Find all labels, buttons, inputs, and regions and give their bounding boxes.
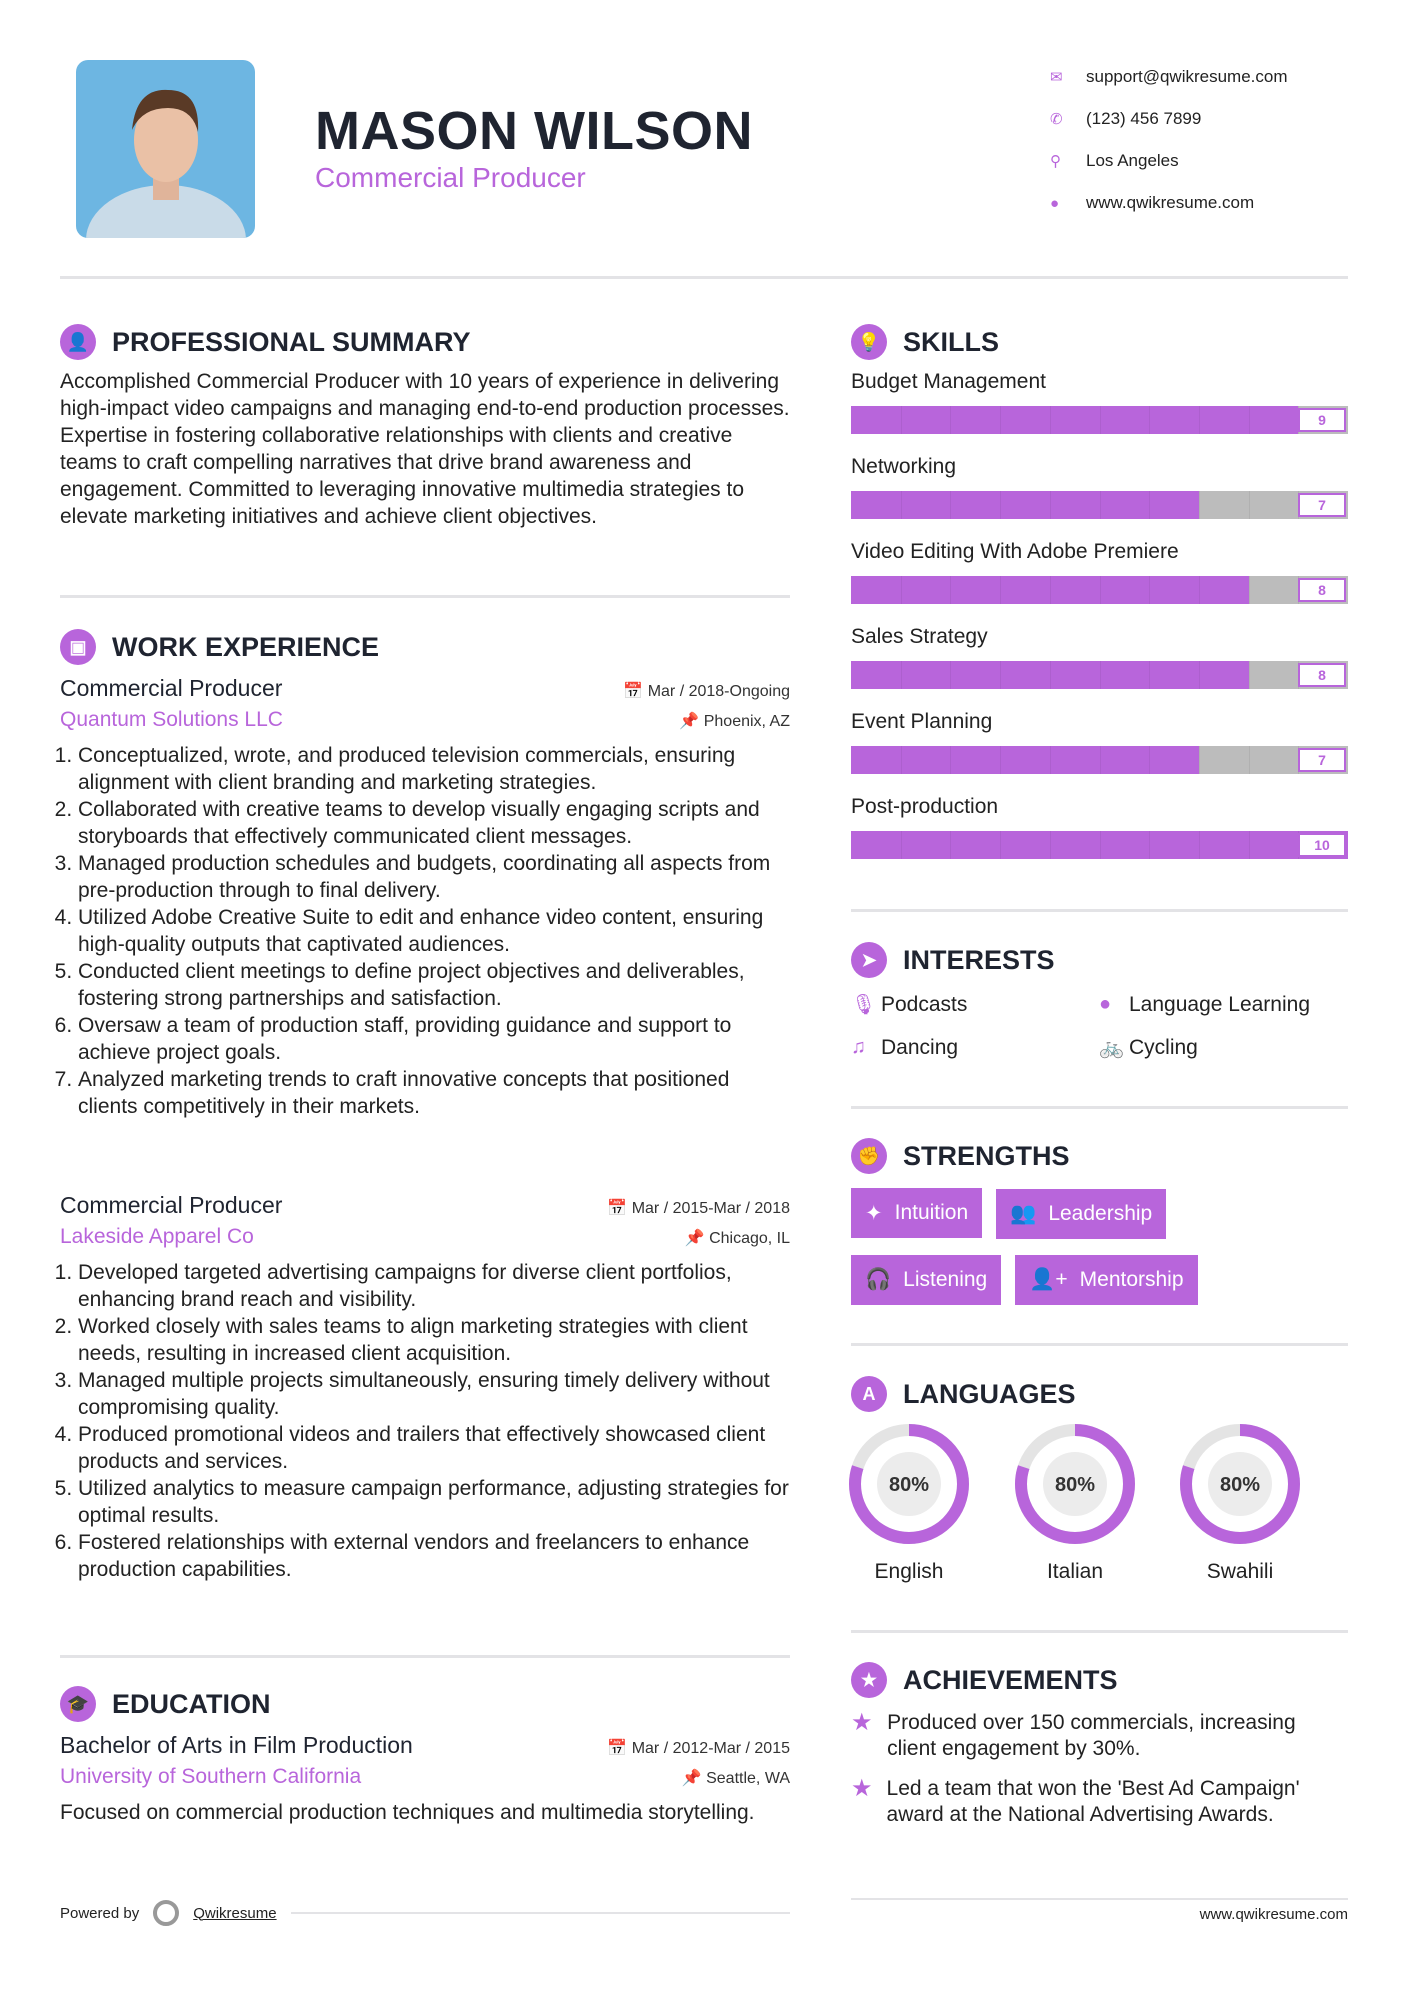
divider	[851, 1343, 1348, 1346]
bar-segment	[1249, 406, 1250, 434]
edu-dates: 📅 Mar / 2012-Mar / 2015	[607, 1740, 790, 1757]
bar-segment	[950, 406, 951, 434]
bullet: 1. Conceptualized, wrote, and produced television commercials, ensuring alignment with client branding and marketing strategies.	[78, 742, 790, 796]
interest-label: Dancing	[881, 1035, 959, 1059]
education-heading	[60, 1686, 790, 1722]
tag-label: Listening	[903, 1267, 988, 1291]
skill-level: 8	[1298, 578, 1346, 602]
powered-by	[60, 1900, 790, 1926]
strengths-heading	[851, 1138, 1348, 1174]
qwikresume-link[interactable]: Qwikresume	[193, 1904, 277, 1922]
achievement-text: Produced over 150 commercials, increasing client engagement by 30%.	[887, 1711, 1296, 1760]
language-item	[1170, 1422, 1310, 1584]
heading-text: STRENGTHS	[903, 1140, 1070, 1171]
bar-segment	[1199, 746, 1200, 774]
skill-bar	[851, 576, 1348, 604]
heading-text: WORK EXPERIENCE	[112, 631, 380, 662]
bar-segment	[901, 406, 902, 434]
bullet: 3. Managed production schedules and budgets, coordinating all aspects from pre-production through to final delivery.	[78, 850, 790, 904]
bar-segment	[1100, 406, 1101, 434]
language-name: Swahili	[1206, 1560, 1274, 1583]
header-divider	[60, 276, 1348, 279]
skill-label: Budget Management	[851, 370, 1046, 393]
star-icon: ★	[851, 1775, 873, 1802]
heading-text: INTERESTS	[903, 944, 1055, 975]
heading-text: LANGUAGES	[903, 1378, 1076, 1409]
strengths-section	[851, 1138, 1348, 1305]
bullet: 2. Worked closely with sales teams to align marketing strategies with client needs, resulting in increased client acquisition.	[78, 1313, 790, 1367]
education-section	[60, 1686, 790, 1826]
contact-location	[1050, 140, 1288, 182]
bar-segment	[950, 746, 951, 774]
footer-divider	[851, 1898, 1348, 1900]
bar-segment	[1199, 661, 1200, 689]
bar-segment	[901, 491, 902, 519]
user-plus-icon: 👤+	[1029, 1267, 1068, 1291]
strength-tag	[1015, 1255, 1197, 1305]
bullet: 7. Analyzed marketing trends to craft innovative concepts that positioned clients competitively in their markets.	[78, 1066, 790, 1120]
bar-segment	[1149, 746, 1150, 774]
skill-level: 8	[1298, 663, 1346, 687]
footer-divider	[291, 1912, 790, 1914]
bullet: 6. Oversaw a team of production staff, providing guidance and support to achieve project goals.	[78, 1012, 790, 1066]
language-percent: 80%	[1054, 1474, 1096, 1496]
location-text: Seattle, WA	[706, 1770, 790, 1787]
divider	[60, 595, 790, 598]
interest-label: Language Learning	[1129, 992, 1311, 1016]
briefcase-icon: ▣	[60, 629, 96, 665]
bar-segment	[1149, 406, 1150, 434]
candidate-name: MASON WILSON	[315, 101, 753, 161]
interest-item	[1099, 1035, 1348, 1060]
users-icon: 👥	[1010, 1201, 1037, 1225]
location-text: Phoenix, AZ	[703, 713, 790, 730]
skill-bar-fill	[851, 406, 1298, 434]
achievements-section	[851, 1662, 1348, 1842]
language-icon: A	[851, 1376, 887, 1412]
skill-label: Video Editing With Adobe Premiere	[851, 540, 1179, 563]
skill-label: Event Planning	[851, 710, 993, 733]
bar-segment	[1149, 661, 1150, 689]
skills-heading	[851, 324, 1348, 360]
bar-segment	[1000, 406, 1001, 434]
skill-bar	[851, 831, 1348, 859]
qwikresume-logo-icon	[153, 1900, 179, 1926]
contact-text: support@qwikresume.com	[1086, 67, 1288, 86]
music-icon: ♫	[851, 1036, 866, 1058]
summary-heading	[60, 324, 790, 360]
bar-segment	[1100, 576, 1101, 604]
star-icon: ★	[851, 1709, 873, 1736]
skill-label: Post-production	[851, 795, 999, 818]
graduation-cap-icon: 🎓	[60, 1686, 96, 1722]
language-percent: 80%	[1219, 1474, 1261, 1496]
bar-segment	[901, 661, 902, 689]
bar-segment	[1100, 491, 1101, 519]
bar-segment	[1000, 831, 1001, 859]
bullet: 4. Utilized Adobe Creative Suite to edit and enhance video content, ensuring high-quality outputs that captivated audiences.	[78, 904, 790, 958]
bar-segment	[1050, 661, 1051, 689]
phone-icon: ✆	[1050, 111, 1063, 128]
interests-heading	[851, 942, 1348, 978]
strength-tag	[851, 1255, 1001, 1305]
job-dates: 📅 Mar / 2015-Mar / 2018	[607, 1200, 790, 1217]
tag-label: Intuition	[894, 1201, 969, 1224]
bullet: 3. Managed multiple projects simultaneously, ensuring timely delivery without compromising quality.	[78, 1367, 790, 1421]
experience-section	[60, 629, 790, 1120]
bar-segment	[1100, 746, 1101, 774]
bar-segment	[1050, 746, 1051, 774]
language-ring	[847, 1422, 971, 1546]
bar-segment	[1149, 491, 1150, 519]
envelope-icon: ✉	[1050, 69, 1063, 86]
powered-label: Powered by	[60, 1904, 140, 1922]
dates-text: Mar / 2018-Ongoing	[647, 683, 790, 700]
skill-label: Sales Strategy	[851, 625, 988, 648]
bar-segment	[1050, 831, 1051, 859]
user-icon: 👤	[60, 324, 96, 360]
candidate-title: Commercial Producer	[315, 162, 586, 193]
lightbulb-icon: 💡	[851, 324, 887, 360]
bar-segment	[1249, 576, 1250, 604]
edu-location: 📌 Seattle, WA	[681, 1770, 790, 1787]
education-text: Focused on commercial production techniques and multimedia storytelling.	[60, 1801, 755, 1824]
profile-photo	[76, 60, 255, 238]
bar-segment	[950, 831, 951, 859]
bullet: 1. Developed targeted advertising campaigns for diverse client portfolios, enhancing brand reach and visibility.	[78, 1259, 790, 1313]
heading-text: EDUCATION	[112, 1688, 271, 1719]
bullet: 5. Conducted client meetings to define project objectives and deliverables, fostering strong partnerships and satisfaction.	[78, 958, 790, 1012]
globe-icon: ●	[1099, 993, 1112, 1015]
divider	[60, 1655, 790, 1658]
bar-segment	[1199, 831, 1200, 859]
bar-segment	[950, 576, 951, 604]
job-title: Commercial Producer	[60, 675, 283, 701]
skill-bar-fill	[851, 746, 1199, 774]
school-name: University of Southern California	[60, 1765, 362, 1788]
bar-segment	[1249, 831, 1250, 859]
bullet: 4. Produced promotional videos and trailers that effectively showcased client products and services.	[78, 1421, 790, 1475]
degree: Bachelor of Arts in Film Production	[60, 1732, 413, 1758]
star-badge-icon: ★	[851, 1662, 887, 1698]
footer-url[interactable]: www.qwikresume.com	[1199, 1906, 1348, 1923]
tag-label: Mentorship	[1079, 1267, 1184, 1291]
job-title: Commercial Producer	[60, 1192, 283, 1218]
interest-label: Cycling	[1129, 1035, 1198, 1059]
strength-tag	[996, 1189, 1166, 1239]
achievement-item	[851, 1710, 1348, 1762]
interest-label: Podcasts	[881, 992, 968, 1016]
skill-level: 10	[1298, 833, 1346, 857]
bar-segment	[1100, 661, 1101, 689]
job-location: 📌 Phoenix, AZ	[679, 713, 790, 730]
bullet: 5. Utilized analytics to measure campaign performance, adjusting strategies for optimal results.	[78, 1475, 790, 1529]
achievements-heading	[851, 1662, 1348, 1698]
skill-bar	[851, 746, 1348, 774]
skill-bar-fill	[851, 491, 1199, 519]
dates-text: Mar / 2012-Mar / 2015	[631, 1740, 790, 1757]
divider	[851, 1106, 1348, 1109]
magic-wand-icon: ✦	[865, 1201, 883, 1225]
bar-segment	[1000, 661, 1001, 689]
contact-email[interactable]	[1050, 56, 1288, 98]
bar-segment	[1249, 491, 1250, 519]
heading-text: SKILLS	[903, 326, 1000, 357]
bar-segment	[1199, 406, 1200, 434]
fist-icon: ✊	[851, 1138, 887, 1174]
contact-text: www.qwikresume.com	[1086, 193, 1255, 212]
job-dates: 📅 Mar / 2018-Ongoing	[623, 683, 790, 700]
divider	[851, 1630, 1348, 1633]
job-entry	[60, 1192, 790, 1583]
skill-label: Networking	[851, 455, 957, 478]
bullet: 6. Fostered relationships with external vendors and freelancers to enhance production capabilities.	[78, 1529, 790, 1583]
interest-item	[1099, 992, 1348, 1017]
skill-level: 9	[1298, 408, 1346, 432]
language-name: English	[874, 1560, 944, 1583]
achievement-text: Led a team that won the 'Best Ad Campaign' award at the National Advertising Awards.	[886, 1777, 1300, 1826]
strength-tag	[851, 1188, 982, 1238]
bar-segment	[1100, 831, 1101, 859]
bar-segment	[1199, 576, 1200, 604]
bullet: 2. Collaborated with creative teams to develop visually engaging scripts and storyboards that effectively communicated client messages.	[78, 796, 790, 850]
bar-segment	[950, 491, 951, 519]
heading-text: ACHIEVEMENTS	[903, 1664, 1118, 1695]
skill-level: 7	[1298, 493, 1346, 517]
contact-website[interactable]	[1050, 182, 1288, 224]
language-name: Italian	[1046, 1560, 1104, 1583]
interest-item	[851, 992, 1099, 1017]
map-pin-icon: ⚲	[1050, 153, 1061, 170]
job-entry	[60, 675, 790, 1120]
bar-segment	[1050, 406, 1051, 434]
contact-phone[interactable]	[1050, 98, 1288, 140]
language-item	[1005, 1422, 1145, 1584]
bar-segment	[1149, 831, 1150, 859]
headphones-icon: 🎧	[865, 1267, 892, 1291]
job-bullets	[60, 1259, 790, 1583]
bar-segment	[1050, 491, 1051, 519]
bar-segment	[1000, 746, 1001, 774]
skill-bar	[851, 406, 1348, 434]
summary-section	[60, 324, 790, 530]
company-name: Quantum Solutions LLC	[60, 708, 283, 731]
contact-text: Los Angeles	[1086, 151, 1179, 170]
interests-section	[851, 942, 1348, 1060]
skill-bar	[851, 491, 1348, 519]
experience-heading	[60, 629, 790, 665]
language-percent: 80%	[888, 1474, 930, 1496]
bar-segment	[901, 746, 902, 774]
location-text: Chicago, IL	[709, 1230, 790, 1247]
bar-segment	[1149, 576, 1150, 604]
bar-segment	[1249, 661, 1250, 689]
summary-text: Accomplished Commercial Producer with 10 years of experience in delivering high-impact video campaigns and managing end-to-end production processes. Expertise in fostering collaborative relationships with clients and creative teams to craft compelling narratives that drive brand awareness and engagement. Committed to leveraging innovative multimedia strategies to elevate marketing initiatives and achieve client objectives.	[60, 370, 790, 528]
bar-segment	[1000, 491, 1001, 519]
globe-icon: ●	[1050, 194, 1060, 212]
achievement-item	[851, 1776, 1348, 1828]
bar-segment	[901, 831, 902, 859]
bar-segment	[1249, 746, 1250, 774]
dates-text: Mar / 2015-Mar / 2018	[631, 1200, 790, 1217]
language-ring	[1178, 1422, 1302, 1546]
language-item	[839, 1422, 979, 1584]
skill-level: 7	[1298, 748, 1346, 772]
languages-heading	[851, 1376, 1348, 1412]
contact-text: (123) 456 7899	[1086, 109, 1202, 128]
job-location: 📌 Chicago, IL	[684, 1230, 790, 1247]
bar-segment	[1000, 576, 1001, 604]
skills-section	[851, 324, 1348, 880]
paper-plane-icon: ➤	[851, 942, 887, 978]
bar-segment	[901, 576, 902, 604]
skill-bar	[851, 661, 1348, 689]
bar-segment	[1199, 491, 1200, 519]
bar-segment	[950, 661, 951, 689]
interest-item	[851, 1035, 1099, 1060]
tag-label: Leadership	[1048, 1201, 1153, 1225]
heading-text: PROFESSIONAL SUMMARY	[112, 326, 471, 357]
contact-list	[1050, 56, 1288, 224]
bicycle-icon: 🚲	[1099, 1037, 1124, 1059]
bar-segment	[1050, 576, 1051, 604]
language-ring	[1013, 1422, 1137, 1546]
microphone-icon: 🎙	[851, 994, 877, 1016]
company-name: Lakeside Apparel Co	[60, 1225, 254, 1248]
divider	[851, 909, 1348, 912]
job-bullets	[60, 742, 790, 1120]
